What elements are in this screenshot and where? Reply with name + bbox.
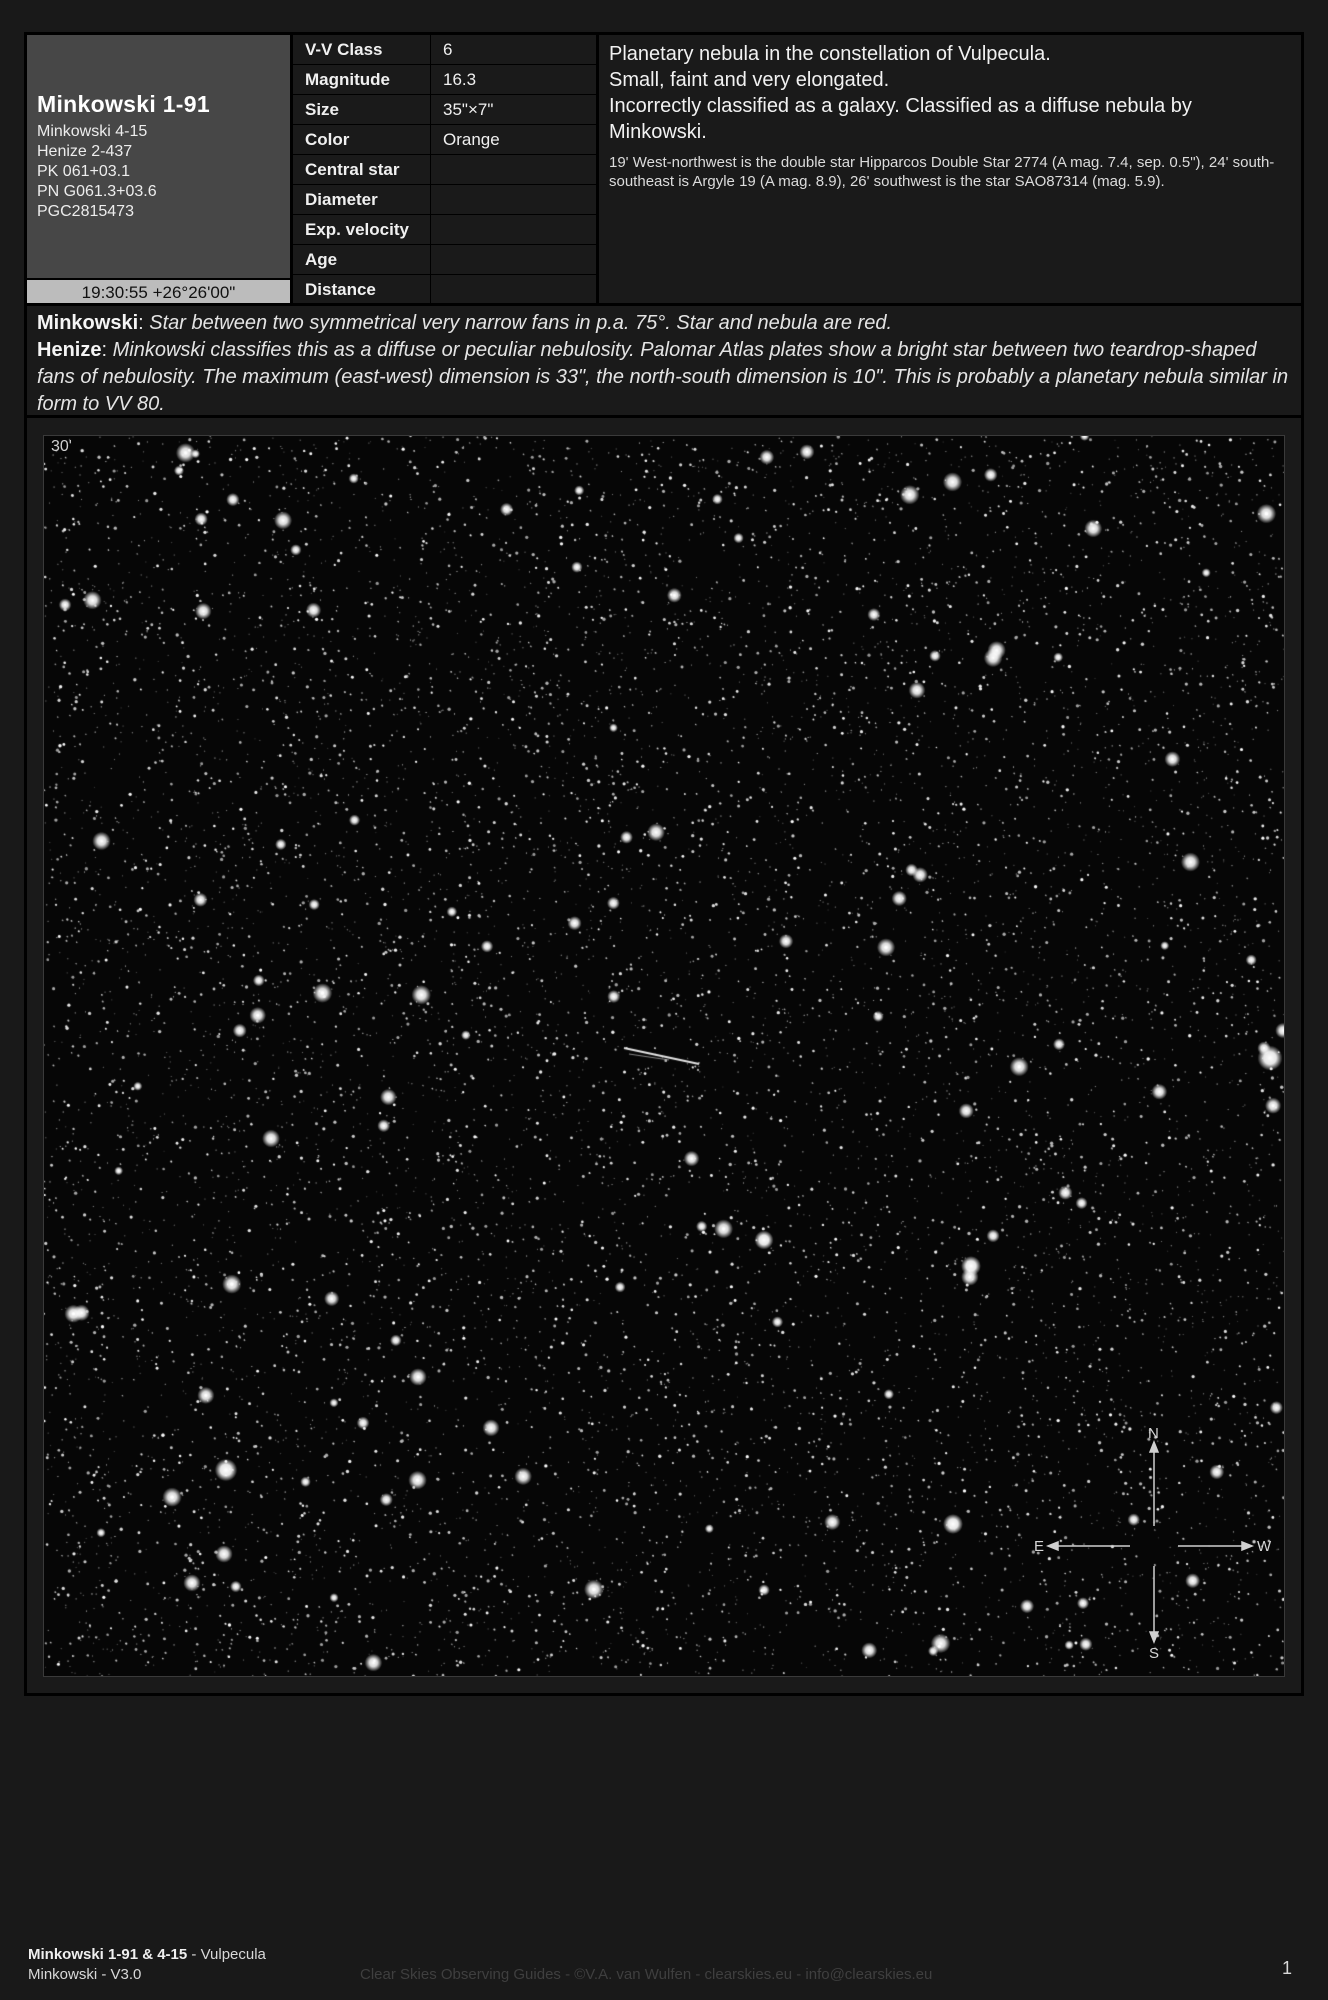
property-row bbox=[293, 275, 596, 303]
object-coordinates: 19:30:55 +26°26'00" bbox=[27, 278, 290, 303]
object-title: Minkowski 1-91 bbox=[37, 91, 210, 117]
property-value bbox=[431, 155, 596, 184]
object-description bbox=[599, 35, 1301, 303]
object-alias: PK 061+03.1 bbox=[37, 163, 130, 180]
property-row bbox=[293, 35, 596, 65]
star-field-image bbox=[43, 435, 1285, 1677]
properties-table bbox=[290, 35, 599, 303]
compass-west-label: W bbox=[1257, 1538, 1272, 1555]
description-line: Incorrectly classified as a galaxy. Classified as a diffuse nebula by Minkowski. bbox=[609, 95, 1192, 143]
property-key: Magnitude bbox=[293, 65, 431, 94]
observer-notes bbox=[27, 306, 1301, 418]
compass-north-arrowhead bbox=[1150, 1442, 1158, 1452]
footer-constellation: Vulpecula bbox=[200, 1946, 266, 1963]
property-row bbox=[293, 245, 596, 275]
object-alias: PGC2815473 bbox=[37, 203, 134, 220]
compass-south-label: S bbox=[1149, 1645, 1160, 1662]
description-note: 19' West-northwest is the double star Hipparcos Double Star 2774 (A mag. 7.4, sep. 0.5"), 24' south-southeast is Argyle 19 (A mag. 8.9), 26' southwest is the star SAO87314 (mag. 5.9). bbox=[609, 154, 1275, 190]
property-row bbox=[293, 215, 596, 245]
note-entry: Henize: Minkowski classifies this as a diffuse or peculiar nebulosity. Palomar Atlas plates show a bright star between two teardrop-shaped fans of nebulosity. The maximum (east-west) dimension is 33", the north-south dimension is 10". This is probably a planetary nebula similar in form to VV 80. bbox=[37, 339, 1289, 415]
footer-title bbox=[28, 1946, 266, 1963]
property-value: 35"×7" bbox=[443, 100, 494, 119]
compass-south-arrowhead bbox=[1150, 1632, 1158, 1642]
property-row bbox=[293, 95, 596, 125]
field-of-view-label: 30' bbox=[51, 438, 72, 455]
compass-rose bbox=[44, 436, 1284, 1676]
compass-east-label: E bbox=[1034, 1538, 1045, 1555]
page-number: 1 bbox=[1282, 1958, 1293, 1978]
property-value bbox=[431, 215, 596, 244]
property-row bbox=[293, 65, 596, 95]
property-key: Exp. velocity bbox=[293, 215, 431, 244]
property-value: Orange bbox=[443, 130, 500, 149]
property-key: Distance bbox=[293, 275, 431, 303]
property-value: 16.3 bbox=[443, 70, 477, 89]
compass-west-arrowhead bbox=[1242, 1542, 1252, 1550]
object-header bbox=[27, 35, 1301, 306]
property-key: Size bbox=[293, 95, 431, 124]
property-value: 6 bbox=[443, 40, 453, 59]
footer-version: Minkowski - V3.0 bbox=[28, 1966, 142, 1983]
description-line: Planetary nebula in the constellation of Vulpecula. bbox=[609, 43, 1051, 65]
guide-sheet bbox=[24, 32, 1304, 1696]
property-row bbox=[293, 155, 596, 185]
description-line: Small, faint and very elongated. bbox=[609, 69, 890, 91]
footer-credit: Clear Skies Observing Guides - ©V.A. van Wulfen - clearskies.eu - info@clearskies.eu bbox=[360, 1966, 933, 1983]
object-alias: PN G061.3+03.6 bbox=[37, 183, 157, 200]
object-alias: Henize 2-437 bbox=[37, 143, 133, 160]
compass-east-arrowhead bbox=[1048, 1542, 1058, 1550]
footer-object: Minkowski 1-91 & 4-15 bbox=[28, 1946, 188, 1963]
property-key: Age bbox=[293, 245, 431, 274]
property-key: Diameter bbox=[293, 185, 431, 214]
property-value bbox=[431, 275, 596, 303]
property-value bbox=[431, 245, 596, 274]
object-name-box bbox=[27, 35, 290, 278]
property-key: Color bbox=[293, 125, 431, 154]
property-row bbox=[293, 125, 596, 155]
note-text: Minkowski classifies this as a diffuse or peculiar nebulosity. Palomar Atlas plates show a bright star between two teardrop-shaped fans of nebulosity. The maximum (east-west) dimension is 33", the north-south dimension is 10". This is probably a planetary nebula similar in form to VV 80. bbox=[37, 339, 1289, 415]
note-text: Star between two symmetrical very narrow fans in p.a. 75°. Star and nebula are red. bbox=[149, 312, 893, 334]
compass-north-label: N bbox=[1148, 1425, 1159, 1442]
property-value bbox=[431, 185, 596, 214]
object-alias: Minkowski 4-15 bbox=[37, 123, 148, 140]
footer-separator: - bbox=[187, 1946, 201, 1963]
property-key: Central star bbox=[293, 155, 431, 184]
note-source: Minkowski bbox=[37, 312, 139, 334]
note-entry: Minkowski: Star between two symmetrical very narrow fans in p.a. 75°. Star and nebula are red. bbox=[37, 312, 893, 334]
note-source: Henize bbox=[37, 339, 102, 361]
property-key: V-V Class bbox=[293, 35, 431, 64]
property-row bbox=[293, 185, 596, 215]
